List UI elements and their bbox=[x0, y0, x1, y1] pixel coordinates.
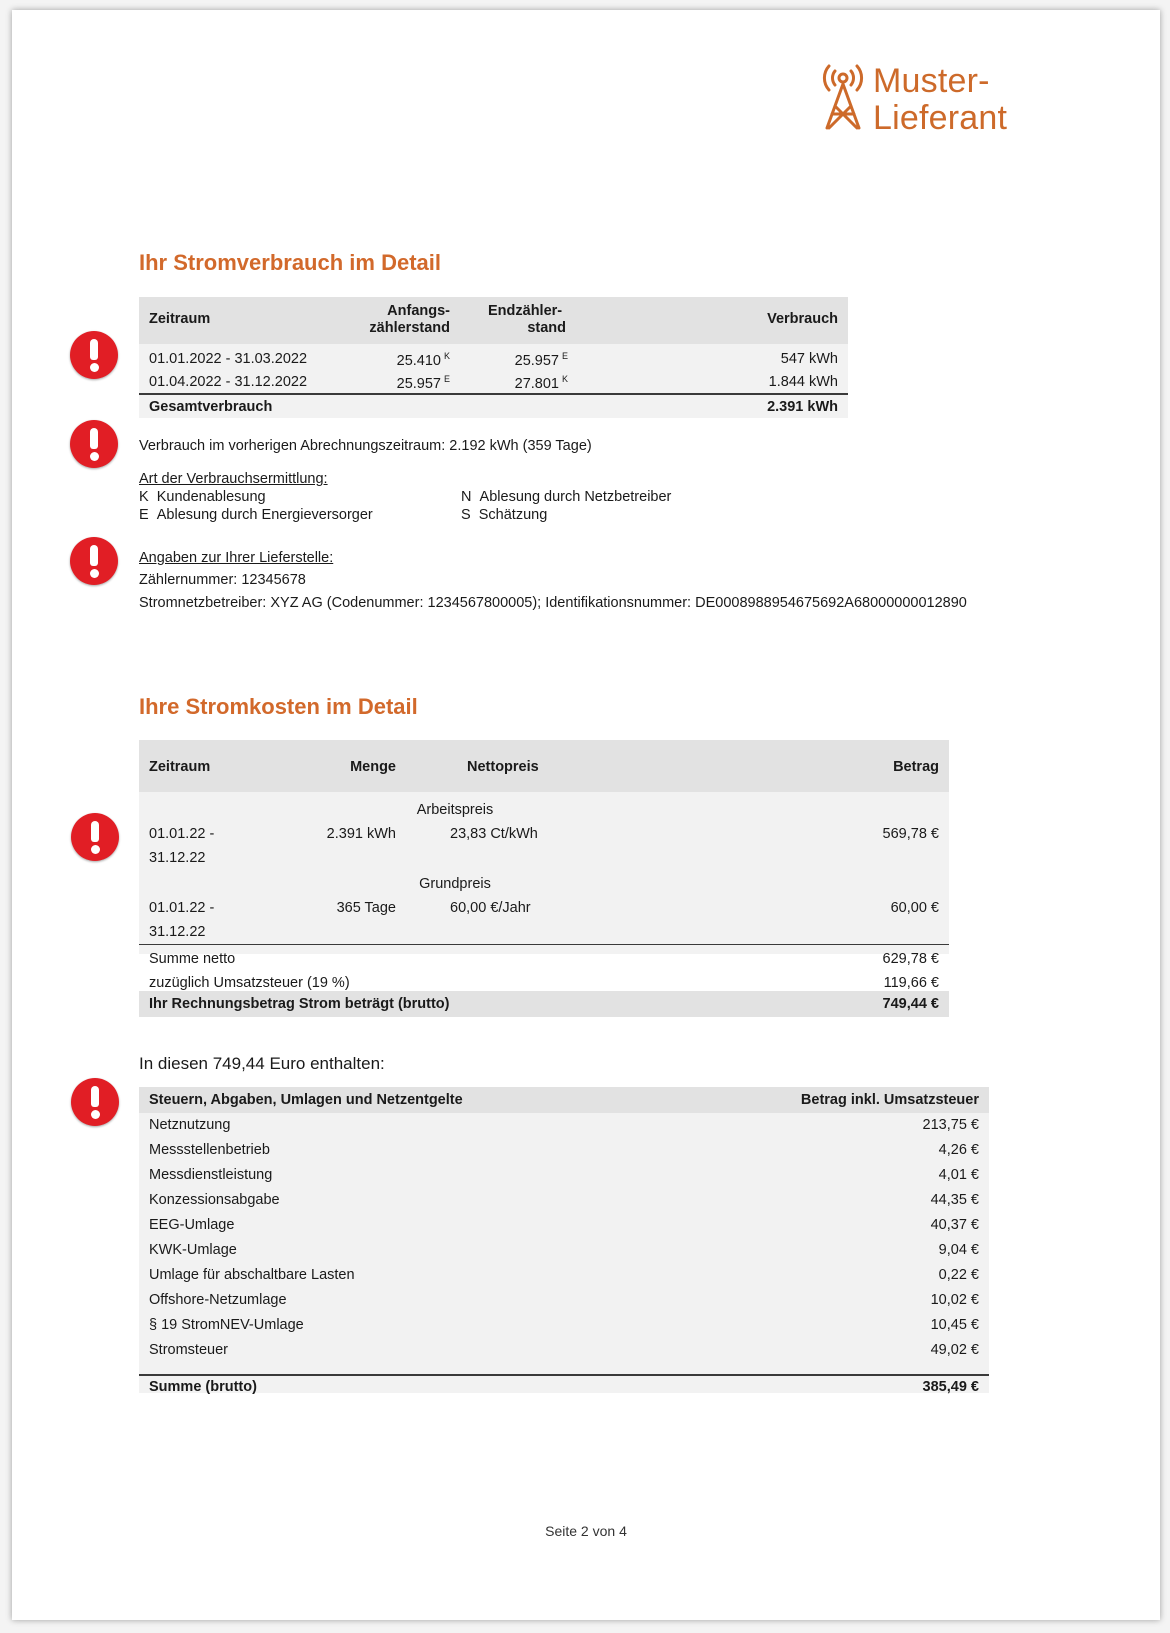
included-row-label: EEG-Umlage bbox=[149, 1217, 235, 1233]
costs-title: Ihre Stromkosten im Detail bbox=[139, 694, 418, 719]
vat-label: zuzüglich Umsatzsteuer (19 %) bbox=[149, 975, 350, 991]
alert-icon bbox=[70, 537, 118, 585]
consumption-row-1-usage: 547 kWh bbox=[780, 351, 838, 367]
included-row-label: KWK-Umlage bbox=[149, 1242, 237, 1258]
consumption-header-end-l2: stand bbox=[527, 320, 566, 336]
consumption-row-1-end: 25.957 $^E$ bbox=[514, 351, 568, 369]
included-row-value: 0,22 € bbox=[938, 1267, 979, 1283]
included-row-label: Stromsteuer bbox=[149, 1342, 228, 1358]
gross-value: 749,44 € bbox=[882, 996, 939, 1012]
costs-body-band bbox=[139, 792, 949, 954]
consumption-total-label: Gesamtverbrauch bbox=[149, 399, 273, 415]
costs-group-2-amount: 60,00 € bbox=[890, 900, 939, 916]
included-header-right: Betrag inkl. Umsatzsteuer bbox=[800, 1092, 979, 1108]
costs-header-band bbox=[139, 740, 949, 792]
costs-group-1-quantity: 2.391 kWh bbox=[326, 826, 396, 842]
consumption-header-end-l1: Endzähler- bbox=[488, 303, 563, 319]
method-n: N Ablesung durch Netzbetreiber bbox=[461, 489, 672, 505]
method-title: Art der Verbrauchsermittlung: bbox=[139, 471, 328, 487]
brand-name-line2: Lieferant bbox=[873, 99, 1008, 137]
consumption-header-start-l1: Anfangs- bbox=[387, 303, 450, 319]
grid-operator: Stromnetzbetreiber: XYZ AG (Codenummer: 1234567800005); Identifikationsnummer: DE0008988954675692A68000000012890 bbox=[139, 595, 967, 611]
costs-group-1-amount: 569,78 € bbox=[882, 826, 939, 842]
included-row-label: § 19 StromNEV-Umlage bbox=[149, 1317, 304, 1333]
included-row-label: Offshore-Netzumlage bbox=[149, 1292, 287, 1308]
costs-header-quantity: Menge bbox=[350, 759, 396, 775]
included-row-value: 44,35 € bbox=[930, 1192, 979, 1208]
costs-group-2-period-l2: 31.12.22 bbox=[149, 924, 206, 940]
included-row-value: 10,02 € bbox=[930, 1292, 979, 1308]
delivery-title: Angaben zur Ihrer Lieferstelle: bbox=[139, 550, 334, 566]
costs-group-2-label: Grundpreis bbox=[419, 876, 491, 892]
included-row-label: Messstellenbetrieb bbox=[149, 1142, 270, 1158]
included-row-label: Umlage für abschaltbare Lasten bbox=[149, 1267, 355, 1283]
alert-icon bbox=[70, 331, 118, 379]
consumption-title: Ihr Stromverbrauch im Detail bbox=[139, 250, 441, 275]
method-e: E Ablesung durch Energieversorger bbox=[139, 507, 373, 523]
net-sum-value: 629,78 € bbox=[882, 951, 939, 967]
included-row-value: 4,26 € bbox=[938, 1142, 979, 1158]
consumption-row-1-start: 25.410 $^K$ bbox=[396, 351, 450, 369]
included-row-value: 49,02 € bbox=[930, 1342, 979, 1358]
included-sum-label: Summe (brutto) bbox=[149, 1379, 257, 1395]
consumption-header-period: Zeitraum bbox=[149, 311, 211, 327]
included-row-value: 9,04 € bbox=[938, 1242, 979, 1258]
consumption-row-2-start: 25.957 $^E$ bbox=[396, 374, 450, 392]
included-row-label: Messdienstleistung bbox=[149, 1167, 273, 1183]
net-sum-label: Summe netto bbox=[149, 951, 236, 967]
included-header-left: Steuern, Abgaben, Umlagen und Netzentgelte bbox=[149, 1092, 463, 1108]
method-s: S Schätzung bbox=[461, 507, 548, 523]
gross-label: Ihr Rechnungsbetrag Strom beträgt (brutto) bbox=[149, 996, 450, 1012]
consumption-row-2-usage: 1.844 kWh bbox=[768, 374, 838, 390]
costs-header-period: Zeitraum bbox=[149, 759, 211, 775]
included-row-value: 10,45 € bbox=[930, 1317, 979, 1333]
brand-name-line1: Muster- bbox=[873, 62, 990, 100]
alert-icon bbox=[71, 813, 119, 861]
alert-icon bbox=[71, 1078, 119, 1126]
included-sum-rule bbox=[139, 1374, 989, 1376]
costs-header-net-price: Nettopreis bbox=[467, 759, 539, 775]
included-intro: In diesen 749,44 Euro enthalten: bbox=[139, 1054, 385, 1073]
included-row-value: 4,01 € bbox=[938, 1167, 979, 1183]
consumption-row-2-period: 01.04.2022 - 31.12.2022 bbox=[149, 374, 308, 390]
included-row-value: 213,75 € bbox=[922, 1117, 979, 1133]
consumption-total-value: 2.391 kWh bbox=[767, 399, 838, 415]
costs-group-1-price: 23,83 Ct/kWh bbox=[450, 826, 538, 842]
page-number: Seite 2 von 4 bbox=[545, 1523, 627, 1539]
costs-group-1-period-l2: 31.12.22 bbox=[149, 850, 206, 866]
consumption-header-usage: Verbrauch bbox=[767, 311, 838, 327]
meter-number: Zählernummer: 12345678 bbox=[139, 572, 306, 588]
costs-group-2-period-l1: 01.01.22 - bbox=[149, 900, 215, 916]
vat-value: 119,66 € bbox=[883, 975, 939, 991]
consumption-row-1-period: 01.01.2022 - 31.03.2022 bbox=[149, 351, 308, 367]
included-sum-value: 385,49 € bbox=[922, 1379, 979, 1395]
costs-header-amount: Betrag bbox=[893, 759, 939, 775]
consumption-header-start-l2: zählerstand bbox=[369, 320, 450, 336]
consumption-row-2-end: 27.801 $^K$ bbox=[514, 374, 568, 392]
costs-group-1-period-l1: 01.01.22 - bbox=[149, 826, 215, 842]
costs-group-1-label: Arbeitspreis bbox=[416, 802, 494, 818]
included-row-label: Netznutzung bbox=[149, 1117, 231, 1133]
costs-sum-rule bbox=[139, 944, 949, 945]
consumption-total-rule bbox=[139, 393, 848, 395]
included-row-label: Konzessionsabgabe bbox=[149, 1192, 280, 1208]
invoice-page bbox=[12, 10, 1160, 1620]
included-row-value: 40,37 € bbox=[930, 1217, 979, 1233]
costs-group-2-quantity: 365 Tage bbox=[336, 900, 396, 916]
brand-logo bbox=[817, 52, 1037, 142]
previous-consumption: Verbrauch im vorherigen Abrechnungszeitraum: 2.192 kWh (359 Tage) bbox=[139, 438, 592, 454]
alert-icon bbox=[70, 420, 118, 468]
costs-group-2-price: 60,00 €/Jahr bbox=[450, 900, 531, 916]
radio-tower-icon bbox=[817, 62, 869, 134]
method-k: K Kundenablesung bbox=[139, 489, 266, 505]
